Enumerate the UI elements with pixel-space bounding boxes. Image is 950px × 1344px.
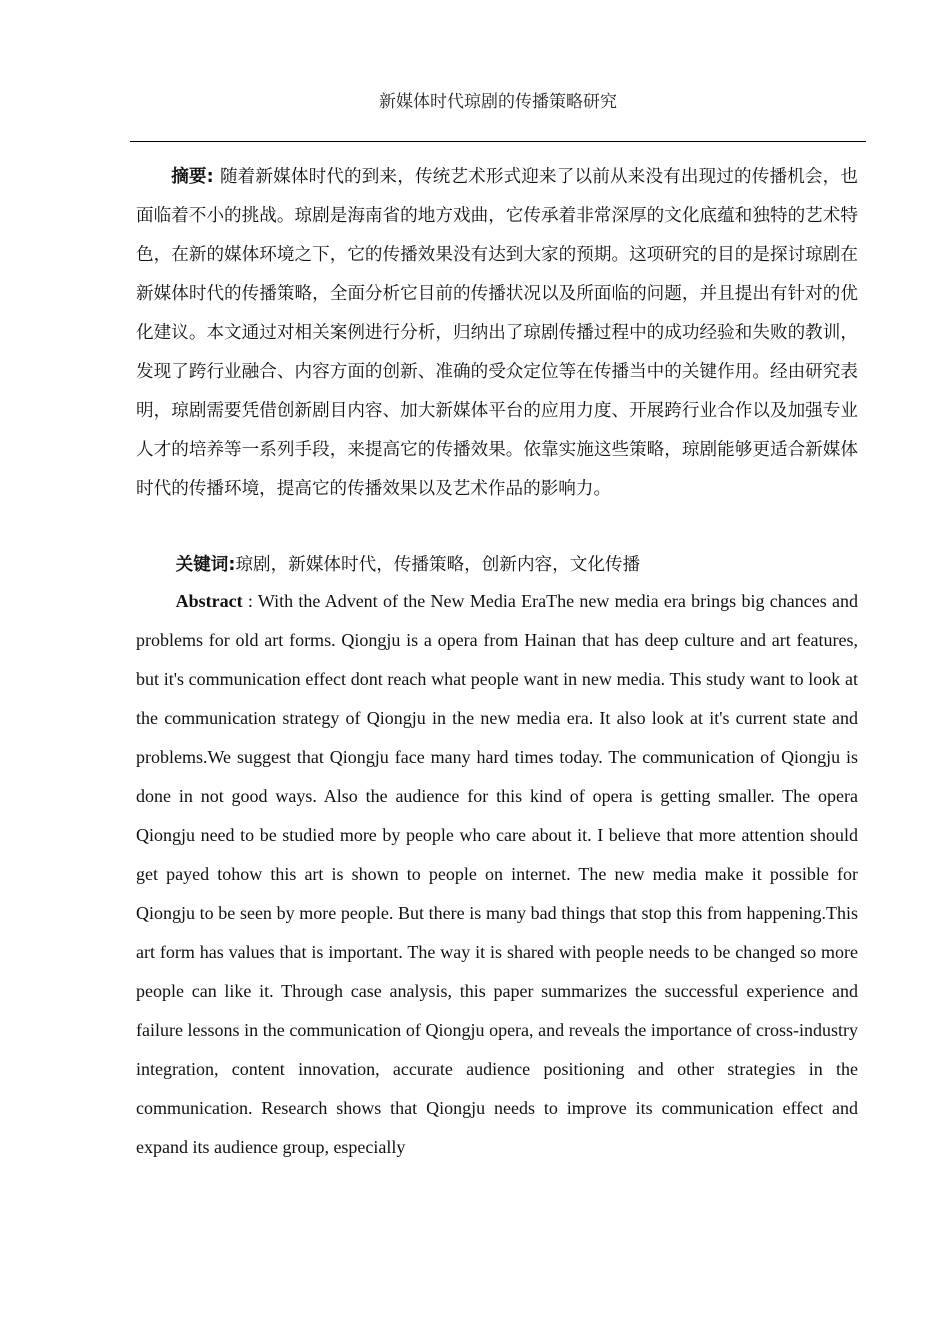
english-abstract-text: With the Advent of the New Media EraThe new media era brings big chances and problems for old art forms. Qiongju is a opera from Hainan that has deep culture and art features, but it's communication effect dont reach what people want in new media. This study want to look at the communication strategy of Qiongju in the new media era. It also look at it's current state and problems.We suggest that Qiongju face many hard times today. The communication of Qiongju is done in not good ways. Also the audience for this kind of opera is getting smaller. The opera Qiongju need to be studied more by people who care about it. I believe that more attention should get payed tohow this art is shown to people on internet. The new media make it possible for Qiongju to be seen by more people. But there is many bad things that stop this from happening.This art form has values that is important. The way it is shared with people needs to be changed so more people can like it. Through case analysis, this paper summarizes the successful experience and failure lessons in the communication of Qiongju opera, and reveals the importance of cross-industry integration, content innovation, accurate audience positioning and other strategies in the communication. Research shows that Qiongju needs to improve its communication effect and expand its audience group, especially — [136, 591, 858, 1157]
english-abstract-label: Abstract — [175, 591, 243, 611]
chinese-keywords-text: 琼剧，新媒体时代，传播策略，创新内容，文化传播 — [235, 555, 641, 575]
running-header: 新媒体时代琼剧的传播策略研究 — [379, 92, 617, 112]
english-abstract — [136, 582, 858, 1167]
header-divider — [130, 141, 866, 142]
chinese-keywords-label: 关键词 — [175, 555, 229, 575]
chinese-abstract-separator: : — [206, 167, 220, 187]
chinese-abstract-text: 随着新媒体时代的到来，传统艺术形式迎来了以前从来没有出现过的传播机会，也面临着不小的挑战。琼剧是海南省的地方戏曲，它传承着非常深厚的文化底蕴和独特的艺术特色，在新的媒体环境之下，它的传播效果没有达到大家的预期。这项研究的目的是探讨琼剧在新媒体时代的传播策略，全面分析它目前的传播状况以及所面临的问题，并且提出有针对的优化建议。本文通过对相关案例进行分析，归纳出了琼剧传播过程中的成功经验和失败的教训，发现了跨行业融合、内容方面的创新、准确的受众定位等在传播当中的关键作用。经由研究表明，琼剧需要凭借创新剧目内容、加大新媒体平台的应用力度、开展跨行业合作以及加强专业人才的培养等一系列手段，来提高它的传播效果。依靠实施这些策略，琼剧能够更适合新媒体时代的传播环境，提高它的传播效果以及艺术作品的影响力。 — [136, 167, 858, 499]
chinese-abstract-label: 摘要 — [171, 167, 207, 187]
chinese-keywords-separator: : — [228, 555, 236, 575]
chinese-keywords — [136, 546, 858, 585]
english-abstract-separator: : — [242, 591, 258, 611]
chinese-abstract — [136, 158, 858, 509]
